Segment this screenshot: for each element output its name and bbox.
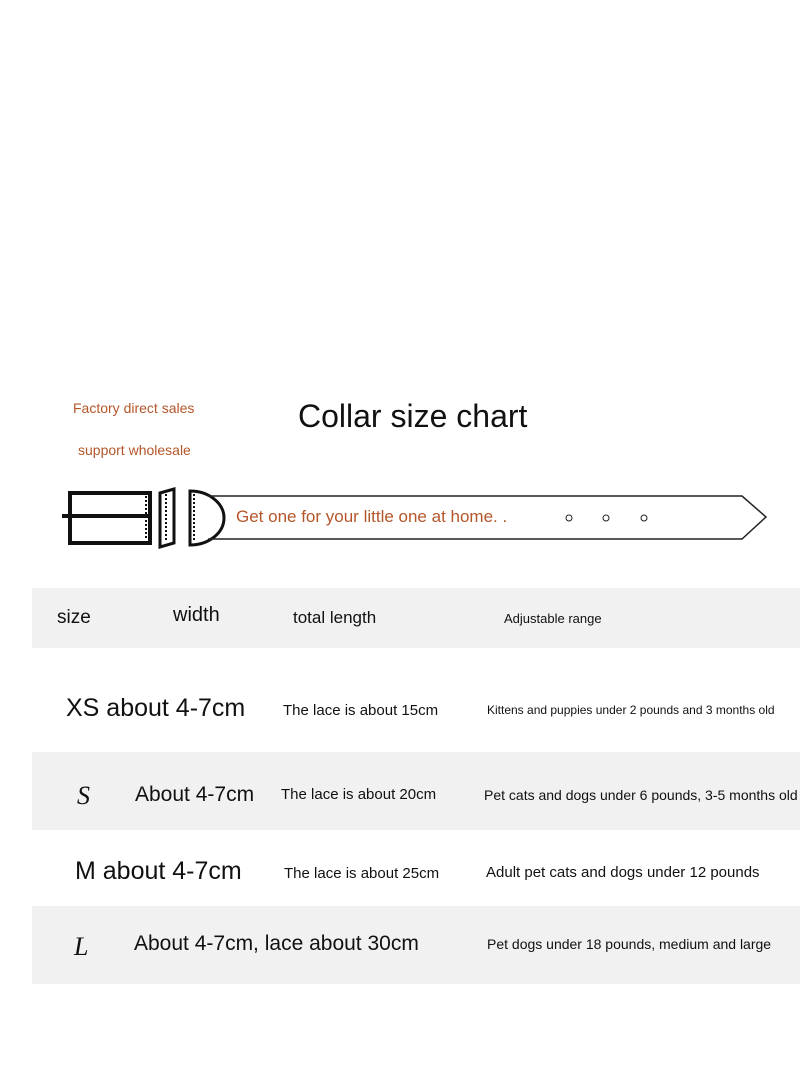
header-size: size: [57, 607, 91, 628]
promo-line-2: support wholesale: [78, 442, 191, 458]
row-s-width: About 4-7cm: [135, 783, 255, 806]
collar-hole-icon: [641, 515, 647, 521]
row-xs-range: Kittens and puppies under 2 pounds and 3 months old: [487, 703, 775, 717]
row-m-length: The lace is about 25cm: [284, 865, 440, 882]
collar-hole-icon: [603, 515, 609, 521]
row-xs-width: XS about 4-7cm: [66, 694, 246, 722]
table-header-row: [32, 588, 800, 648]
row-l-size: L: [74, 932, 89, 961]
row-m-range: Adult pet cats and dogs under 12 pounds: [486, 864, 760, 881]
header-adjustable-range: Adjustable range: [504, 611, 602, 626]
header-width: width: [173, 604, 220, 626]
page-title: Collar size chart: [298, 398, 528, 434]
row-s-range: Pet cats and dogs under 6 pounds, 3-5 months old: [484, 787, 798, 803]
collar-hole-icon: [566, 515, 572, 521]
row-xs-length: The lace is about 15cm: [283, 702, 439, 719]
row-s-length: The lace is about 20cm: [281, 786, 437, 803]
row-l-width: About 4-7cm, lace about 30cm: [134, 932, 419, 955]
row-l-range: Pet dogs under 18 pounds, medium and large: [487, 936, 772, 952]
header-total-length: total length: [293, 608, 377, 627]
promo-line-1: Factory direct sales: [73, 400, 195, 416]
collar-tip-icon: [190, 491, 224, 545]
collar-caption: Get one for your little one at home. .: [236, 507, 508, 526]
row-s-size: S: [77, 781, 90, 810]
row-m-width: M about 4-7cm: [75, 857, 242, 885]
